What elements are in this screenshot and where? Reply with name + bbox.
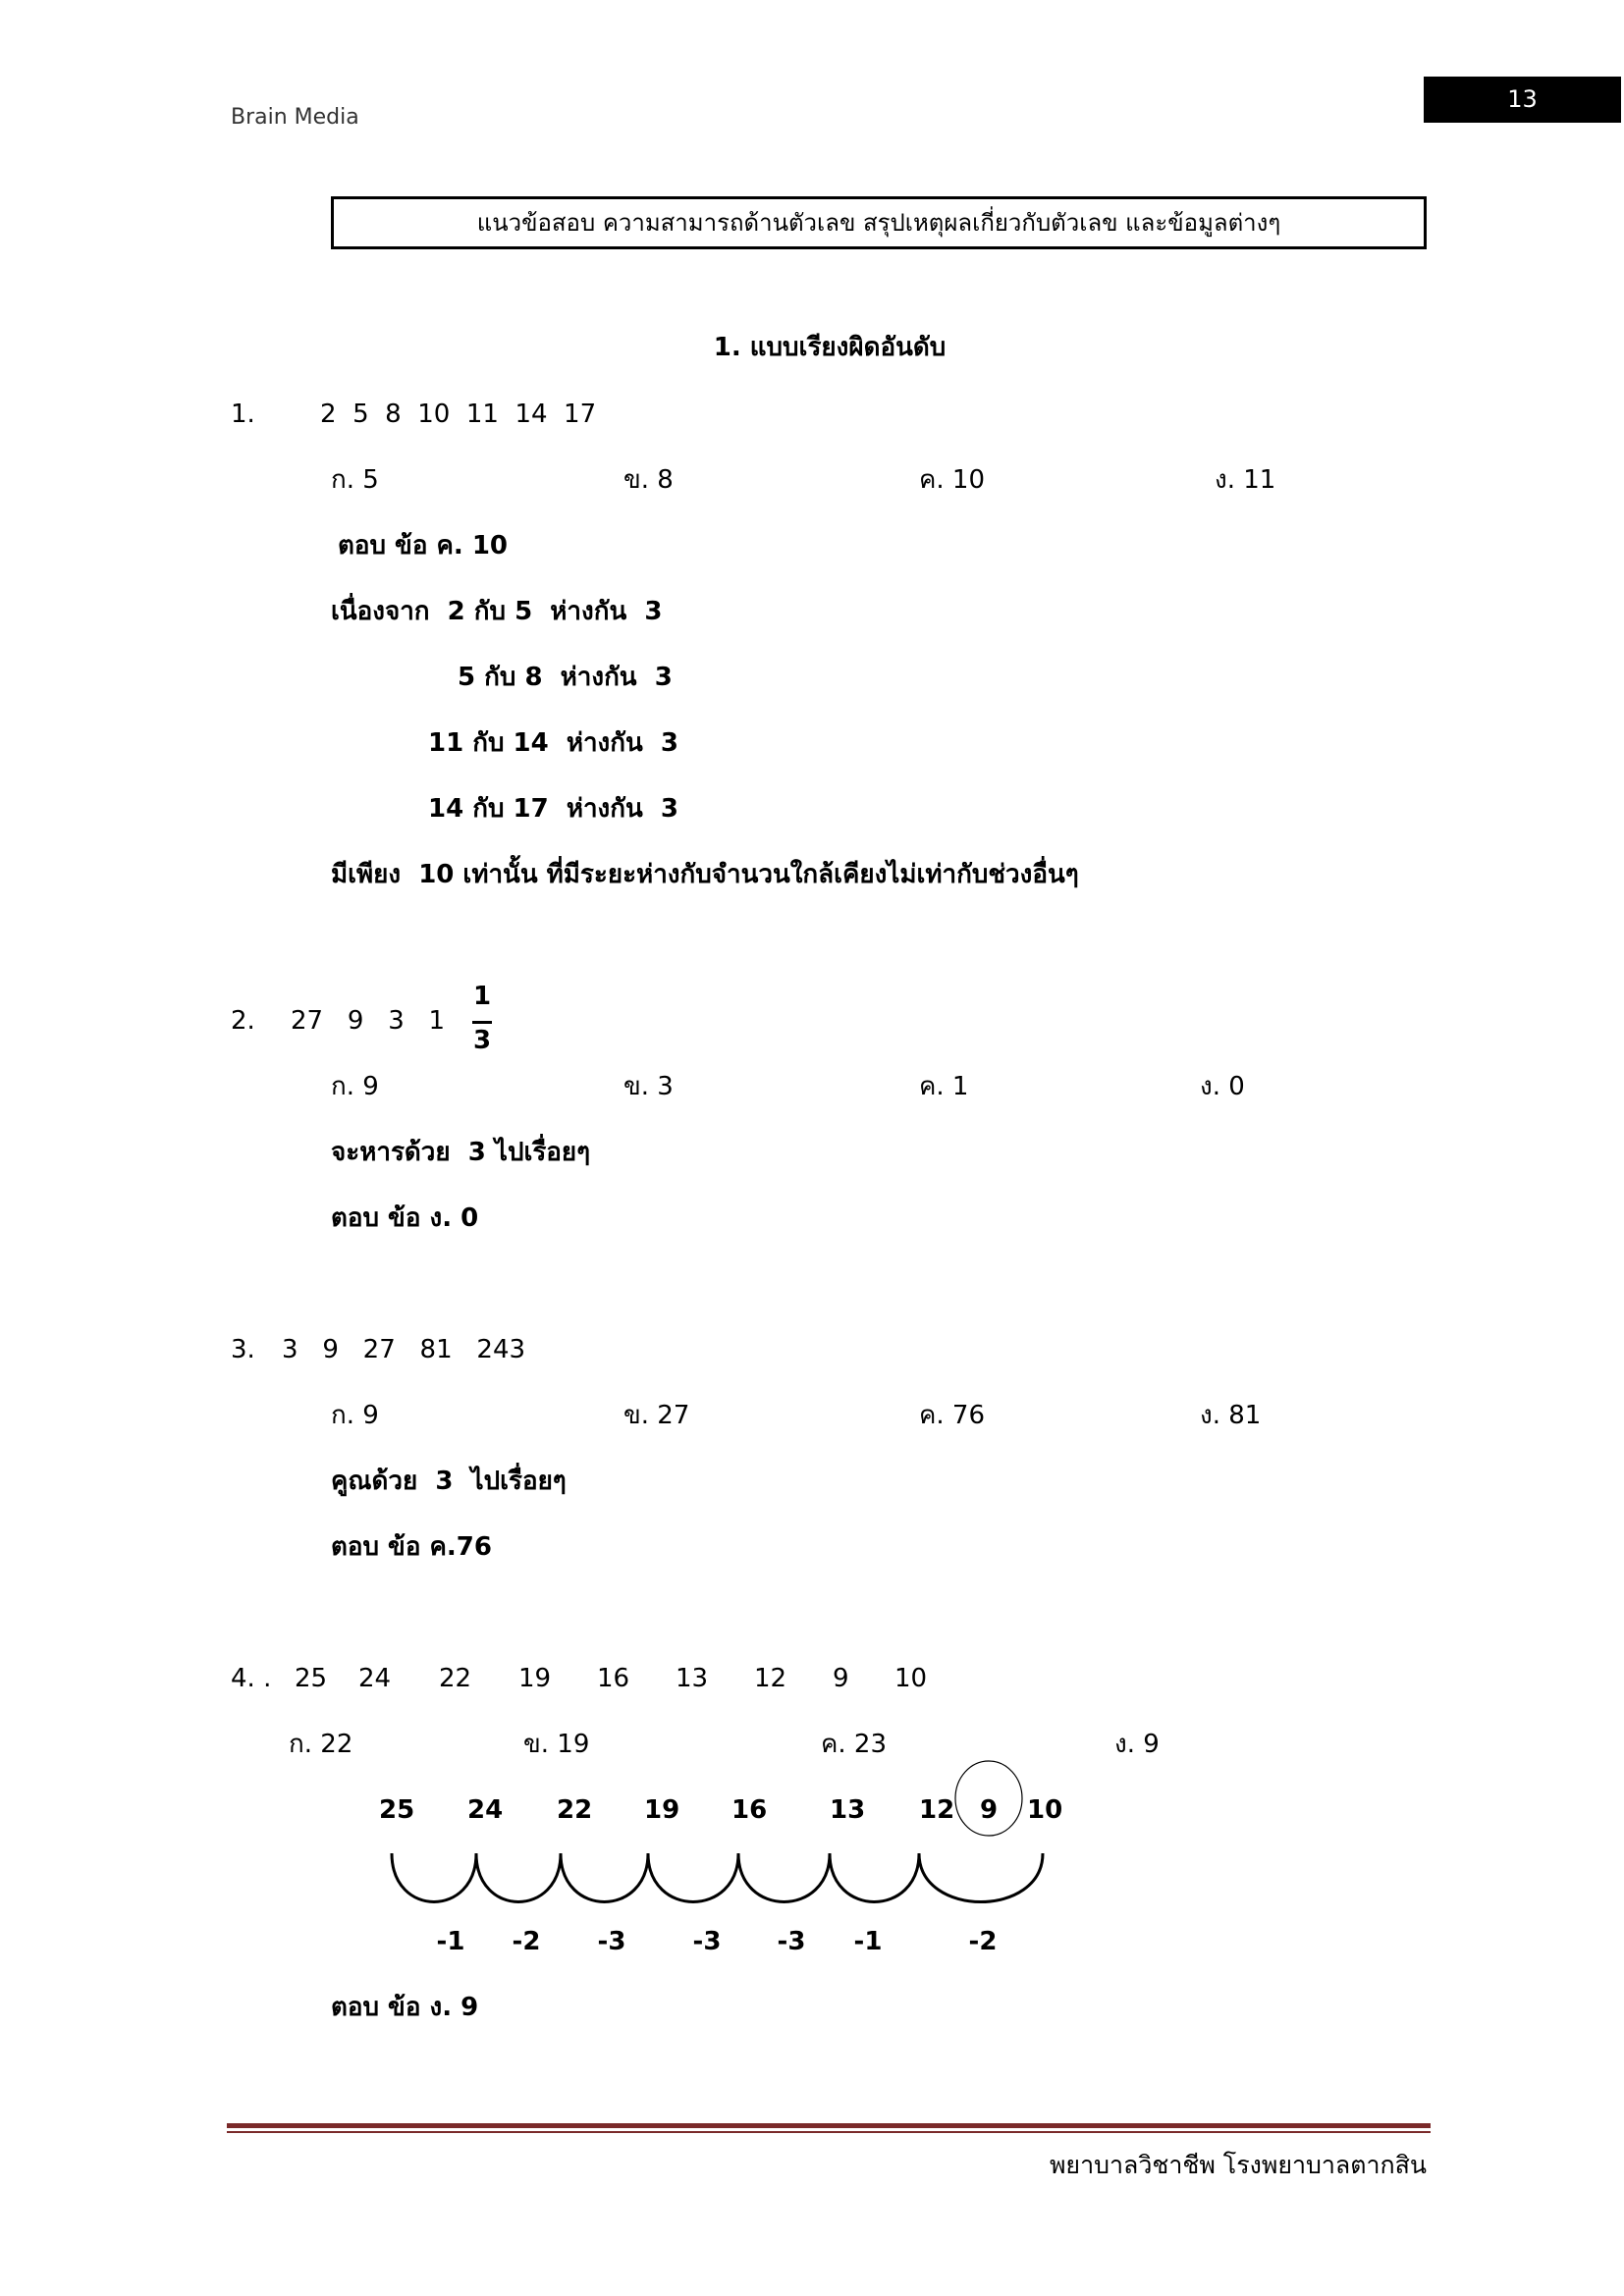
difference-label: -1 <box>853 1927 883 1956</box>
q4-sequence-item: 24 <box>358 1664 392 1693</box>
difference-arc <box>830 1853 919 1902</box>
diagram-number: 22 <box>557 1795 593 1825</box>
q1-explanation-2: 5 กับ 8 ห่างกัน 3 <box>458 663 673 692</box>
diagram-number: 9 <box>979 1795 999 1825</box>
q4-number: 4. . <box>231 1664 272 1693</box>
q3-explanation: คูณด้วย 3 ไปเรื่อยๆ <box>331 1467 567 1496</box>
q4-sequence-item: 19 <box>518 1664 552 1693</box>
diagram-number: 25 <box>379 1795 415 1825</box>
q3-option-b: ข. 27 <box>623 1401 690 1430</box>
q1-option-d: ง. 11 <box>1215 465 1276 495</box>
q1-answer: ตอบ ข้อ ค. 10 <box>338 531 508 561</box>
q4-sequence-item: 22 <box>439 1664 472 1693</box>
q4-sequence-item: 9 <box>833 1664 849 1693</box>
difference-label: -2 <box>968 1927 998 1956</box>
q3-option-d: ง. 81 <box>1200 1401 1262 1430</box>
footer-text: พยาบาลวิชาชีพ โรงพยาบาลตากสิน <box>1049 2151 1427 2179</box>
difference-arc <box>648 1853 738 1902</box>
q2-number: 2. <box>231 1006 255 1036</box>
q4-sequence-item: 16 <box>597 1664 630 1693</box>
q4-sequence-item: 12 <box>754 1664 787 1693</box>
q4-option-a: ก. 22 <box>289 1730 353 1759</box>
q2-option-a: ก. 9 <box>331 1072 379 1101</box>
q4-option-b: ข. 19 <box>523 1730 590 1759</box>
q4-sequence-item: 25 <box>295 1664 328 1693</box>
section-heading: 1. แบบเรียงผิดอันดับ <box>713 333 947 362</box>
diagram-number: 16 <box>731 1795 768 1825</box>
difference-label: -2 <box>512 1927 541 1956</box>
diagram-number: 24 <box>467 1795 504 1825</box>
q4-sequence-item: 10 <box>894 1664 928 1693</box>
q4-answer: ตอบ ข้อ ง. 9 <box>331 1993 479 2022</box>
q3-answer: ตอบ ข้อ ค.76 <box>331 1532 492 1562</box>
q3-option-c: ค. 76 <box>919 1401 986 1430</box>
q1-explanation-1: เนื่องจาก 2 กับ 5 ห่างกัน 3 <box>331 597 663 626</box>
q2-explanation: จะหารด้วย 3 ไปเรื่อยๆ <box>331 1138 591 1167</box>
q2-option-d: ง. 0 <box>1200 1072 1245 1101</box>
q2-sequence: 27 9 3 1 <box>291 1006 446 1036</box>
difference-arc <box>476 1853 561 1902</box>
q1-option-a: ก. 5 <box>331 465 379 495</box>
difference-label: -3 <box>692 1927 722 1956</box>
q3-option-a: ก. 9 <box>331 1401 379 1430</box>
q2-option-b: ข. 3 <box>623 1072 674 1101</box>
footer-rule <box>227 2123 1431 2128</box>
diagram-number: 13 <box>830 1795 866 1825</box>
q2-option-c: ค. 1 <box>919 1072 969 1101</box>
q3-number: 3. <box>231 1335 255 1364</box>
q2-answer: ตอบ ข้อ ง. 0 <box>331 1203 479 1233</box>
q4-option-c: ค. 23 <box>821 1730 888 1759</box>
diagram-number: 12 <box>919 1795 955 1825</box>
q1-explanation-4: 14 กับ 17 ห่างกัน 3 <box>428 794 678 824</box>
q1-explanation-3: 11 กับ 14 ห่างกัน 3 <box>428 728 678 758</box>
title-box: แนวข้อสอบ ความสามารถด้านตัวเลข สรุปเหตุผลเกี่ยวกับตัวเลข และข้อมูลต่างๆ <box>331 196 1427 249</box>
q1-option-b: ข. 8 <box>623 465 674 495</box>
q1-conclusion: มีเพียง 10 เท่านั้น ที่มีระยะห่างกับจำนวนใกล้เคียงไม่เท่ากับช่วงอื่นๆ <box>331 860 1079 889</box>
difference-arc <box>392 1853 476 1902</box>
difference-arc <box>738 1853 830 1902</box>
footer-rule-thin <box>227 2131 1431 2133</box>
difference-arc <box>919 1853 1043 1902</box>
difference-arc <box>561 1853 648 1902</box>
page-number: 13 <box>1424 77 1621 123</box>
q3-sequence: 3 9 27 81 243 <box>282 1335 526 1364</box>
diagram-number: 19 <box>644 1795 680 1825</box>
diagram-number: 10 <box>1027 1795 1063 1825</box>
q1-option-c: ค. 10 <box>919 465 986 495</box>
q1-sequence: 2 5 8 10 11 14 17 <box>320 400 597 429</box>
difference-label: -1 <box>436 1927 465 1956</box>
difference-label: -3 <box>597 1927 626 1956</box>
q1-number: 1. <box>231 400 255 429</box>
q4-option-d: ง. 9 <box>1114 1730 1160 1759</box>
q4-sequence-item: 13 <box>676 1664 709 1693</box>
q2-fraction-numerator: 1 <box>472 982 492 1011</box>
q2-fraction-denominator: 3 <box>472 1026 492 1055</box>
difference-label: -3 <box>777 1927 806 1956</box>
brand-header: Brain Media <box>231 105 359 130</box>
